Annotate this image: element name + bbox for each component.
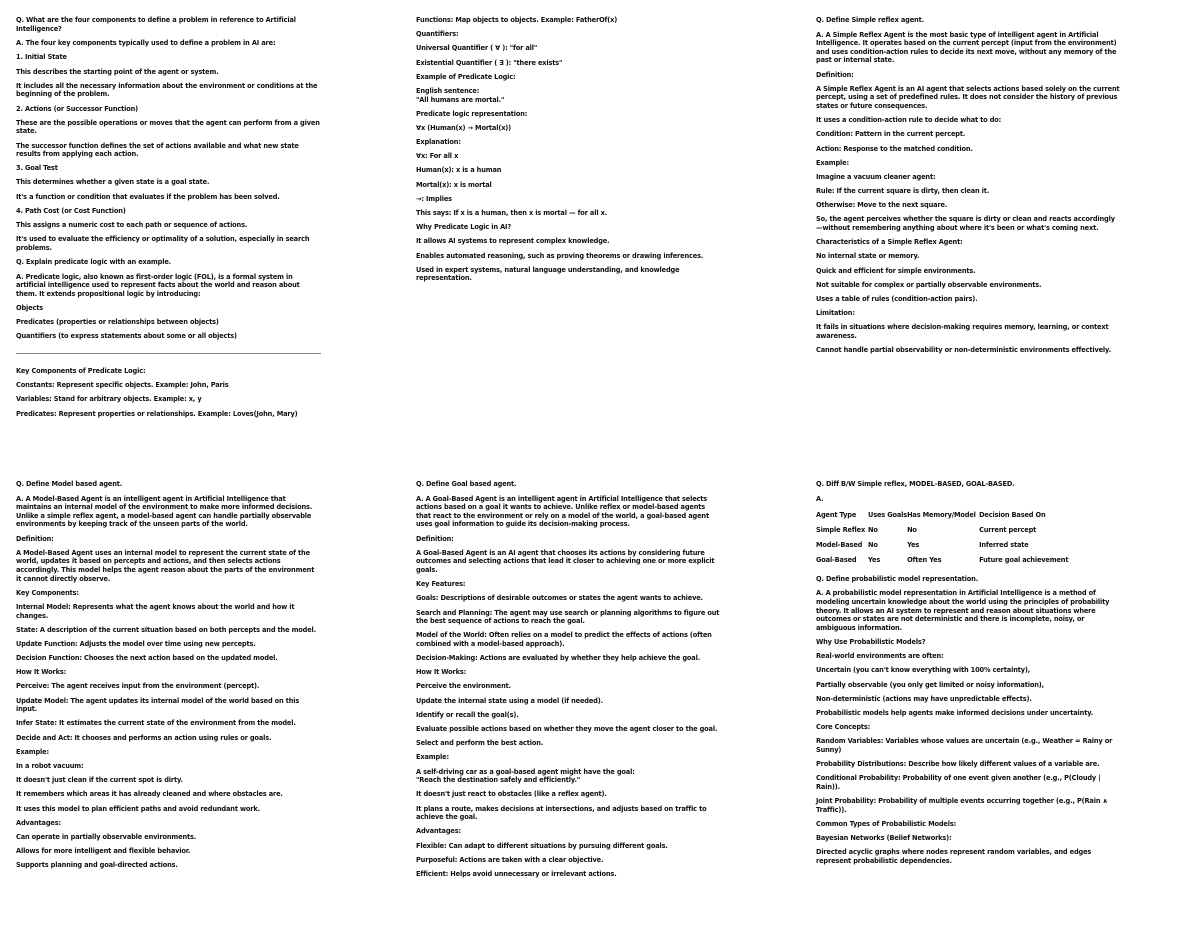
paragraph: Advantages: [16,818,61,827]
table-header-cell: Decision Based On [979,510,1046,519]
paragraph: It doesn't just react to obstacles (like a reflex agent). [416,790,607,799]
paragraph: ∀x (Human(x) → Mortal(x)) [416,123,512,132]
table-cell: Yes [907,540,920,549]
paragraph: Quantifiers: [416,30,459,39]
paragraph: Definition: [816,70,854,79]
paragraph: A Simple Reflex Agent is an AI agent that selects actions based solely on the current percept, using a set of predefined rules. It does not consider the history of previous states or future consequences. [816,84,1120,110]
paragraph: This describes the starting point of the agent or system. [16,67,219,76]
paragraph: Existential Quantifier ( ∃ ): "there exists" [416,58,563,67]
paragraph: Decision-Making: Actions are evaluated by whether they help achieve the goal. [416,654,701,663]
paragraph: It includes all the necessary information about the environment or conditions at the beginning of the problem. [16,81,318,99]
section-divider [16,353,321,354]
paragraph: ∀x: For all x [416,152,459,161]
paragraph: The successor function defines the set of actions available and what new state results from applying each action. [16,141,299,159]
paragraph: Efficient: Helps avoid unnecessary or irrelevant actions. [416,869,617,878]
paragraph: Example: [816,158,849,167]
question-heading: Q. Define Model based agent. [16,480,123,488]
paragraph: A. A probabilistic model representation in Artificial Intelligence is a method of modeling uncertain knowledge about the world using the principles of probability theory. It allows an AI system to represent and reason about situations where outcomes or states are not deterministic and there is incomplete, noisy, or ambiguous information. [816,589,1110,632]
table-cell: Inferred state [979,540,1029,549]
paragraph: Key Components of Predicate Logic: [16,366,146,375]
paragraph: A. [816,494,824,503]
paragraph: Purposeful: Actions are taken with a clear objective. [416,855,604,864]
paragraph: Key Components: [16,588,79,597]
paragraph: Quantifiers (to express statements about some or all objects) [16,332,237,341]
paragraph: Allows for more intelligent and flexible behavior. [16,847,191,856]
paragraph: Predicates (properties or relationships between objects) [16,318,219,327]
table-cell: Model-Based [816,540,863,549]
paragraph: Common Types of Probabilistic Models: [816,819,957,828]
table-header-cell: Has Memory/Model [907,510,976,519]
panel-top-right [816,16,1121,360]
paragraph: Not suitable for complex or partially observable environments. [816,280,1042,289]
paragraph: No internal state or memory. [816,252,920,261]
table-header-cell: Agent Type [816,510,857,519]
table-cell: Yes [868,555,881,564]
paragraph: A Goal-Based Agent is an AI agent that chooses its actions by considering future outcomes and selecting actions that lead it closer to achieving one or more explicit goals. [416,548,715,574]
table-cell: Future goal achievement [979,555,1069,564]
paragraph: Update Function: Adjusts the model over time using new percepts. [16,639,256,648]
paragraph: Why Predicate Logic in AI? [416,223,512,232]
paragraph: Model of the World: Often relies on a model to predict the effects of actions (often combined with a model-based approach). [416,631,712,648]
paragraph: A. The four key components typically used to define a problem in AI are: [16,39,276,48]
paragraph: Variables: Stand for arbitrary objects. Example: x, y [16,395,202,404]
table-header-row [816,509,1089,524]
text-block [816,16,1121,355]
text-block [16,367,321,418]
text-block [16,480,321,870]
paragraph: Decide and Act: It chooses and performs an action using rules or goals. [16,733,272,742]
paragraph: Advantages: [416,827,461,836]
paragraph: Rule: If the current square is dirty, then clean it. [816,187,990,196]
table-cell: Current percept [979,525,1037,534]
table-row [816,554,1089,569]
paragraph: How It Works: [416,668,467,677]
paragraph: Conditional Probability: Probability of one event given another (e.g., P(Cloudy | Rain)). [816,774,1101,791]
paragraph: Uncertain (you can't know everything with 100% certainty), [816,666,1031,675]
paragraph: Constants: Represent specific objects. Example: John, Paris [16,381,229,390]
paragraph: Objects [16,303,43,312]
paragraph: 4. Path Cost (or Cost Function) [16,206,126,215]
paragraph: Probabilistic models help agents make informed decisions under uncertainty. [816,708,1094,717]
text-block [416,480,721,878]
question-heading: Q. Diff B/W Simple reflex, MODEL-BASED, GOAL-BASED. [816,480,1015,488]
paragraph: Action: Response to the matched condition. [816,144,973,153]
paragraph: This assigns a numeric cost to each path or sequence of actions. [16,221,248,230]
paragraph: Mortal(x): x is mortal [416,180,492,189]
paragraph: Identify or recall the goal(s). [416,710,519,719]
paragraph: Example: [16,747,49,756]
paragraph: It's used to evaluate the efficiency or optimality of a solution, especially in search problems. [16,235,310,252]
paragraph: It allows AI systems to represent complex knowledge. [416,237,610,246]
question-heading: Q. Explain predicate logic with an example. [16,258,172,266]
paragraph: Used in expert systems, natural language understanding, and knowledge representation. [416,265,680,283]
panel-bottom-left [16,480,321,875]
paragraph: Perceive the environment. [416,682,512,691]
paragraph: These are the possible operations or moves that the agent can perform from a given state. [16,118,320,136]
paragraph: Definition: [416,534,454,543]
paragraph: A. Predicate logic, also known as first-order logic (FOL), is a formal system in artificial intelligence used to represent facts about the world and reason about them. It extends propositional logic by introducing: [16,272,300,298]
paragraph: Core Concepts: [816,723,871,732]
paragraph: Functions: Map objects to objects. Example: FatherOf(x) [416,16,618,24]
paragraph: Update Model: The agent updates its internal model of the world based on this input. [16,696,300,714]
paragraph: Bayesian Networks (Belief Networks): [816,833,952,842]
paragraph: Joint Probability: Probability of multiple events occurring together (e.g., P(Rain ∧ Traffic)). [816,797,1108,814]
paragraph: It uses a condition-action rule to decide what to do: [816,116,1002,125]
paragraph: Directed acyclic graphs where nodes represent random variables, and edges represent probabilistic dependencies. [816,848,1092,865]
paragraph: Imagine a vacuum cleaner agent: [816,172,936,181]
paragraph: Non-deterministic (actions may have unpredictable effects). [816,694,1032,703]
table-row [816,539,1089,554]
paragraph: Perceive: The agent receives input from the environment (percept). [16,682,260,691]
paragraph: Otherwise: Move to the next square. [816,201,948,210]
paragraph: A self-driving car as a goal-based agent might have the goal: "Reach the destination safely and efficiently." [416,767,635,785]
text-block [16,16,321,341]
table-cell: Often Yes [907,555,942,564]
panel-bottom-middle [416,480,721,884]
paragraph: This says: If x is a human, then x is mortal — for all x. [416,209,608,218]
paragraph: A. A Model-Based Agent is an intelligent agent in Artificial Intelligence that maintains an internal model of the environment to make more informed decisions. Unlike a simple reflex agent, a model-based agent can handle partially observable environments by keeping track of the unseen parts of the world. [16,494,313,529]
paragraph: English sentence: "All humans are mortal." [416,86,505,104]
paragraph: A. A Goal-Based Agent is an intelligent agent in Artificial Intelligence that selects actions based on a goal it wants to achieve. Unlike reflex or model-based agents that react to the environment or rely on a model of the world, a goal-based agent uses goal information to guide its decision-making process. [416,494,709,529]
paragraph: A Model-Based Agent uses an internal model to represent the current state of the world, updates it based on percepts and actions, and then selects actions accordingly. This model helps the agent reason about the parts of the environment it cannot directly observe. [16,548,315,583]
paragraph: Human(x): x is a human [416,166,502,175]
paragraph: Random Variables: Variables whose values are uncertain (e.g., Weather = Rainy or Sunny) [816,737,1113,754]
paragraph: It remembers which areas it has already cleaned and where obstacles are. [16,790,283,799]
paragraph: It fails in situations where decision-making requires memory, learning, or context awareness. [816,323,1109,340]
question-heading: Q. Define probabilistic model representation. [816,574,979,583]
table-header-cell: Uses Goals [868,510,908,519]
paragraph: Supports planning and goal-directed actions. [16,861,178,870]
table-cell: No [868,525,878,534]
text-block [416,16,721,283]
paragraph: Enables automated reasoning, such as proving theorems or drawing inferences. [416,251,704,260]
paragraph: It plans a route, makes decisions at intersections, and adjusts based on traffic to achieve the goal. [416,804,707,822]
paragraph: Can operate in partially observable environments. [16,832,197,841]
paragraph: Cannot handle partial observability or non-deterministic environments effectively. [816,346,1111,355]
paragraph: Select and perform the best action. [416,739,544,748]
panel-top-left [16,16,321,424]
question-heading: Q. Define Simple reflex agent. [816,16,924,24]
panel-bottom-right [816,480,1121,871]
paragraph: Infer State: It estimates the current state of the environment from the model. [16,719,296,728]
paragraph: In a robot vacuum: [16,761,84,770]
paragraph: Example of Predicate Logic: [416,72,516,81]
agent-comparison-table [816,509,1089,569]
paragraph: Quick and efficient for simple environments. [816,266,976,275]
paragraph: Predicate logic representation: [416,109,528,118]
table-cell: No [868,540,878,549]
question-heading: Q. What are the four components to define a problem in reference to Artificial Intelligence? [16,16,296,33]
text-block [816,575,1121,866]
paragraph: This determines whether a given state is a goal state. [16,178,210,187]
panel-top-middle [416,16,721,289]
paragraph: Universal Quantifier ( ∀ ): "for all" [416,44,538,53]
paragraph: How It Works: [16,668,67,677]
paragraph: Explanation: [416,138,461,147]
paragraph: State: A description of the current situation based on both percepts and the model. [16,625,317,634]
text-block [816,480,1121,503]
paragraph: Example: [416,753,449,762]
paragraph: Key Features: [416,580,466,589]
paragraph: Probability Distributions: Describe how likely different values of a variable are. [816,760,1100,769]
paragraph: Characteristics of a Simple Reflex Agent: [816,238,963,247]
paragraph: Goals: Descriptions of desirable outcomes or states the agent wants to achieve. [416,594,703,603]
paragraph: A. A Simple Reflex Agent is the most basic type of intelligent agent in Artificial Intelligence. It operates based on the current percept (input from the environment) and uses condition-action rules to decide its next move, without any memory of the past or internal state. [816,30,1117,65]
table-cell: Simple Reflex [816,525,866,534]
paragraph: Evaluate possible actions based on whether they move the agent closer to the goal. [416,725,718,733]
paragraph: 2. Actions (or Successor Function) [16,104,139,113]
paragraph: 3. Goal Test [16,164,58,173]
question-heading: Q. Define Goal based agent. [416,480,517,488]
paragraph: Update the internal state using a model (if needed). [416,696,603,705]
paragraph: It doesn't just clean if the current spot is dirty. [16,776,183,785]
paragraph: It's a function or condition that evaluates if the problem has been solved. [16,192,280,201]
paragraph: 1. Initial State [16,53,67,62]
paragraph: Condition: Pattern in the current percept. [816,130,966,139]
paragraph: Flexible: Can adapt to different situations by pursuing different goals. [416,841,668,850]
table-cell: No [907,525,917,534]
table-cell: Goal-Based [816,555,857,564]
paragraph: Uses a table of rules (condition-action pairs). [816,294,978,303]
paragraph: Limitation: [816,309,855,318]
paragraph: Internal Model: Represents what the agent knows about the world and how it changes. [16,602,295,620]
paragraph: Search and Planning: The agent may use search or planning algorithms to figure out the best sequence of actions to reach the goal. [416,608,720,626]
paragraph: Real-world environments are often: [816,652,944,661]
paragraph: Partially observable (you only get limited or noisy information), [816,680,1044,689]
paragraph: Why Use Probabilistic Models? [816,637,926,646]
paragraph: So, the agent perceives whether the square is dirty or clean and reacts accordingly—without remembering anything about where it's been or what's coming next. [816,215,1115,233]
table-row [816,524,1089,539]
paragraph: Decision Function: Chooses the next action based on the updated model. [16,654,278,663]
paragraph: It uses this model to plan efficient paths and avoid redundant work. [16,804,260,813]
paragraph: →: Implies [416,194,452,203]
paragraph: Predicates: Represent properties or relationships. Example: Loves(John, Mary) [16,409,298,418]
paragraph: Definition: [16,534,54,543]
